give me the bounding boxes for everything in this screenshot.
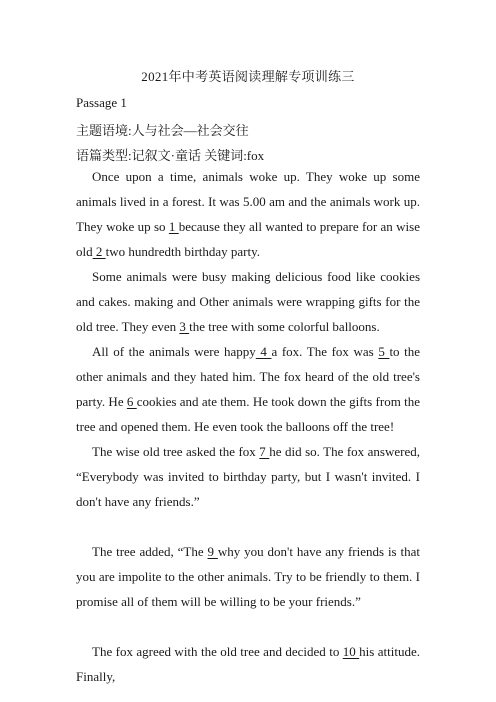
blank-5: 5 bbox=[378, 344, 390, 359]
blank-9: 9 bbox=[207, 544, 218, 559]
paragraph-4: The wise old tree asked the fox 7 he did so. The fox answered, “Everybody was invited to birthday party, but I wasn't invited. I don't have any friends.” bbox=[76, 444, 420, 509]
blank-6: 6 bbox=[126, 394, 137, 409]
blank-7: 7 bbox=[259, 444, 270, 459]
blank-1: 1 bbox=[168, 219, 179, 234]
blank-4: 4 bbox=[255, 344, 272, 359]
blank-2: 2 bbox=[92, 244, 106, 259]
blank-3: 3 bbox=[179, 319, 190, 334]
genre-line: 语篇类型:记叙文·童话 关键词:fox bbox=[76, 148, 265, 163]
blank-10: 10 bbox=[342, 644, 360, 659]
paragraph-3: All of the animals were happy 4 a fox. The fox was 5 to the other animals and they hated him. The fox heard of the old tree's party. He 6 cookies and ate them. He took down the gifts from the tree and opened them. He even took the balloons off the tree! bbox=[76, 344, 421, 434]
document-title: 2021年中考英语阅读理解专项训练三 bbox=[141, 69, 355, 84]
paragraph-2: Some animals were busy making delicious food like cookies and cakes. making and Other animals were wrapping gifts for the old tree. They even 3 the tree with some colorful balloons. bbox=[76, 269, 420, 334]
theme-line: 主题语境:人与社会—社会交往 bbox=[76, 123, 249, 138]
passage-label: Passage 1 bbox=[76, 95, 127, 110]
paragraph-5: The tree added, “The 9 why you don't have any friends is that you are impolite to the other animals. Try to be friendly to them. I promise all of them will be willing to be your friends.” bbox=[76, 544, 420, 609]
paragraph-1: Once upon a time, animals woke up. They woke up some animals lived in a forest. It was 5.00 am and the animals work up. They woke up so 1 because they all wanted to prepare for an wise old 2 two hundredth birthday party. bbox=[76, 169, 420, 259]
paragraph-6: The fox agreed with the old tree and decided to 10 his attitude. Finally, bbox=[76, 644, 420, 684]
